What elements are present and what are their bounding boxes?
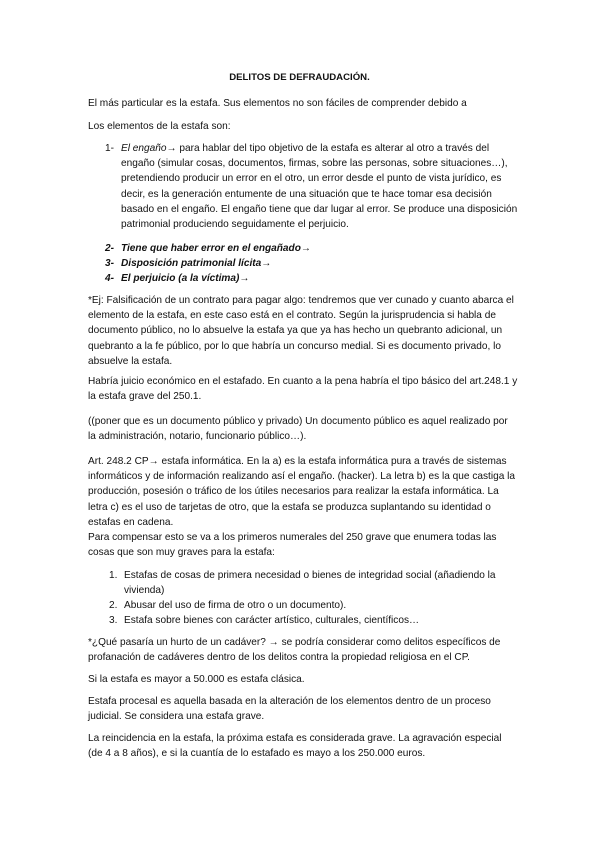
element-number-2: 2- — [105, 243, 114, 254]
grave-number-1: 1. — [109, 570, 118, 581]
arrow-icon: → — [261, 258, 272, 269]
element-label-1: El engaño — [121, 143, 167, 154]
element-number-1: 1- — [105, 143, 114, 154]
arrow-icon: → — [239, 273, 250, 284]
intro-paragraph: El más particular es la estafa. Sus elementos no son fáciles de comprender debido a — [88, 98, 467, 109]
compensar-paragraph: Para compensar esto se va a los primeros numerales del 250 grave que enumera todas las cosas que son muy graves para la estafa: — [88, 532, 497, 559]
estafa-50000-paragraph: Si la estafa es mayor a 50.000 es estafa clásica. — [88, 674, 305, 685]
grave-number-2: 2. — [109, 600, 118, 611]
art-248-paragraph: Art. 248.2 CP→ estafa informática. En la a) es la estafa informática pura a través de sistemas informáticos y de información realizando así el engaño. (hacker). La letra b) es la que castiga la producción, posesión o tráfico de los útiles necesarios para realizar la estafa informática. La letra c) es el uso de tarjetas de otro, que la estafa se produzca suplantando su identidad o estafas en cadena. — [88, 456, 515, 528]
element-item-3 — [121, 256, 519, 271]
element-item-2 — [121, 241, 519, 256]
estafa-procesal-paragraph: Estafa procesal es aquella basada en la alteración de los elementos dentro de un proceso judicial. Se considera una estafa grave. — [88, 696, 491, 723]
element-label-2: Tiene que haber error en el engañado — [121, 243, 301, 254]
cadaver-paragraph: *¿Qué pasaría un hurto de un cadáver? → se podría considerar como delitos específicos de profanación de cadáveres dentro de los delitos contra la propiedad religiosa en el CP. — [88, 637, 501, 664]
juicio-paragraph: Habría juicio económico en el estafado. En cuanto a la pena habría el tipo básico del art.248.1 y la estafa grave del 250.1. — [88, 376, 518, 403]
element-label-3: Disposición patrimonial lícita — [121, 258, 262, 269]
elements-heading: Los elementos de la estafa son: — [88, 121, 231, 132]
grave-number-3: 3. — [109, 615, 118, 626]
element-number-4: 4- — [105, 273, 114, 284]
grave-item-1: Estafas de cosas de primera necesidad o bienes de integridad social (añadiendo la vivienda) — [124, 570, 496, 597]
example-paragraph: *Ej: Falsificación de un contrato para pagar algo: tendremos que ver cunado y cuanto abarca el elemento de la estafa, en este caso está en el contrato. Según la jurisprudencia si habla de documento público, no lo absuelve la estafa ya que ya has hecho un quebranto adicional, un quebranto a la fe público, por lo que habría un concurso medial. Si es documento privado, lo absuelve la estafa. — [88, 295, 514, 367]
arrow-icon: → — [300, 243, 311, 254]
element-label-4: El perjuicio (a la víctima) — [121, 273, 240, 284]
grave-item-3: Estafa sobre bienes con carácter artístico, culturales, científicos… — [124, 615, 420, 626]
element-number-3: 3- — [105, 258, 114, 269]
element-item-4 — [121, 271, 519, 286]
document-title: DELITOS DE DEFRAUDACIÓN. — [229, 72, 370, 83]
reincidencia-paragraph: La reincidencia en la estafa, la próxima estafa es considerada grave. La agravación especial (de 4 a 8 años), e si la cuantía de lo estafado es mayo a los 250.000 euros. — [88, 733, 502, 760]
element-text-1: para hablar del tipo objetivo de la estafa es alterar al otro a través del engaño (simular cosas, documentos, firmas, sobre las personas, sobre situaciones…), pretendiendo producir un error en el otro, un error desde el punto de vista jurídico, es decir, es la generación entumente de una situación que te hace tomar esa decisión basado en el engaño. El engaño tiene que dar lugar al error. Se produce una disposición patrimonial produciendo seguidamente el perjuicio. — [121, 143, 518, 231]
arrow-icon: → — [166, 143, 177, 154]
element-item-1 — [121, 141, 519, 232]
grave-item-2: Abusar del uso de firma de otro o un documento). — [124, 600, 347, 611]
documento-paragraph: ((poner que es un documento público y privado) Un documento público es aquel realizado por la administración, notario, funcionario público…). — [88, 416, 508, 443]
